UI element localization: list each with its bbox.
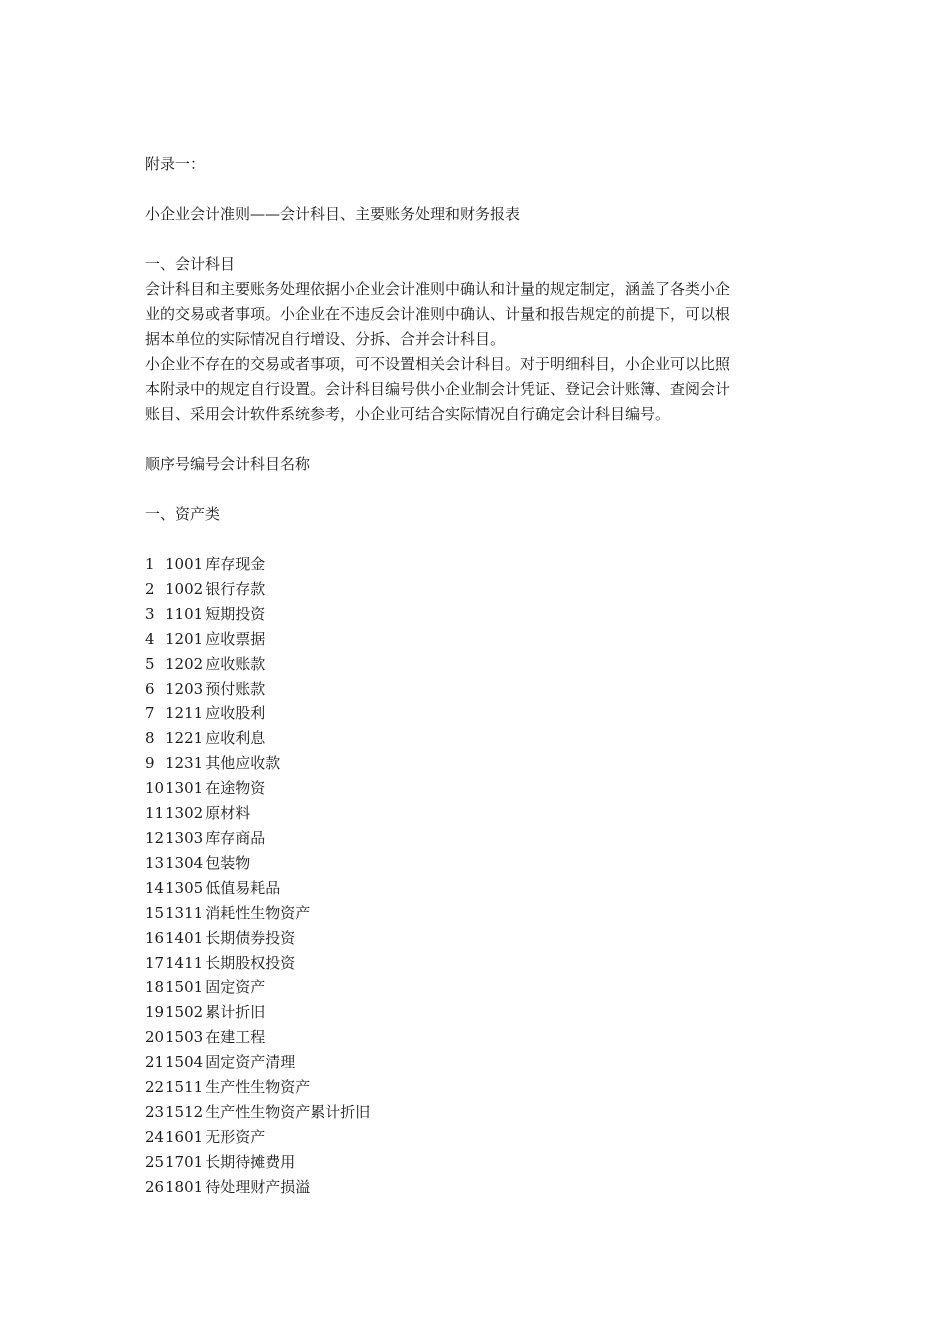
account-code: 1303 <box>165 828 204 847</box>
account-row <box>145 826 810 851</box>
account-code: 1231 <box>165 754 204 773</box>
account-name: 无形资产 <box>205 1127 266 1146</box>
spacer <box>145 227 810 252</box>
account-name: 长期股权投资 <box>205 953 296 972</box>
account-code: 1504 <box>165 1053 204 1072</box>
account-row <box>145 602 810 627</box>
account-code: 1101 <box>165 604 204 623</box>
account-code: 1701 <box>165 1152 204 1171</box>
account-name: 原材料 <box>205 804 251 823</box>
account-name: 低值易耗品 <box>205 878 281 897</box>
account-name: 在途物资 <box>205 779 266 798</box>
account-row <box>145 776 810 801</box>
account-seq-number: 22 <box>145 1078 165 1097</box>
account-seq-number: 15 <box>145 903 165 922</box>
account-code: 1002 <box>165 579 204 598</box>
account-name: 在建工程 <box>205 1028 266 1047</box>
account-code: 1305 <box>165 878 204 897</box>
account-list <box>145 552 810 1200</box>
account-name: 其他应收款 <box>205 754 281 773</box>
account-seq-number: 23 <box>145 1102 165 1121</box>
account-row <box>145 951 810 976</box>
account-row <box>145 1050 810 1075</box>
account-seq-number: 6 <box>145 679 155 698</box>
category-title: 一、资产类 <box>145 505 221 523</box>
account-row <box>145 751 810 776</box>
account-seq-number: 2 <box>145 579 155 598</box>
account-name: 应收账款 <box>205 654 266 673</box>
paragraph-line: 会计科目和主要账务处理依据小企业会计准则中确认和计量的规定制定，涵盖了各类小企 <box>145 280 731 298</box>
account-row <box>145 1175 810 1200</box>
account-row <box>145 926 810 951</box>
account-seq-number: 21 <box>145 1053 165 1072</box>
account-seq-number: 3 <box>145 604 155 623</box>
account-code: 1601 <box>165 1127 204 1146</box>
account-row <box>145 552 810 577</box>
account-name: 库存现金 <box>205 555 266 573</box>
spacer <box>145 177 810 202</box>
account-seq-number: 24 <box>145 1127 165 1146</box>
account-name: 生产性生物资产 <box>205 1078 311 1097</box>
account-row <box>145 1150 810 1175</box>
account-seq-number: 25 <box>145 1152 165 1171</box>
account-seq-number: 5 <box>145 654 155 673</box>
account-code: 1501 <box>165 978 204 997</box>
account-code: 1304 <box>165 853 204 872</box>
account-code: 1221 <box>165 729 204 748</box>
account-code: 1411 <box>165 953 204 972</box>
account-code: 1201 <box>165 629 204 648</box>
account-name: 应收股利 <box>205 704 266 723</box>
spacer <box>145 477 810 502</box>
table-header: 顺序号编号会计科目名称 <box>145 455 311 473</box>
account-seq-number: 19 <box>145 1003 165 1022</box>
account-code: 1801 <box>165 1177 204 1196</box>
account-row <box>145 1100 810 1125</box>
account-code: 1202 <box>165 654 204 673</box>
account-row <box>145 1025 810 1050</box>
account-name: 长期待摊费用 <box>205 1152 296 1171</box>
account-code: 1302 <box>165 804 204 823</box>
paragraph-numbering <box>145 352 810 427</box>
account-code: 1503 <box>165 1028 204 1047</box>
account-row <box>145 726 810 751</box>
account-code: 1301 <box>165 779 204 798</box>
account-seq-number: 12 <box>145 828 165 847</box>
account-name: 固定资产 <box>205 978 266 997</box>
account-row <box>145 876 810 901</box>
account-name: 消耗性生物资产 <box>205 903 311 922</box>
account-seq-number: 18 <box>145 978 165 997</box>
account-seq-number: 8 <box>145 729 155 748</box>
account-row <box>145 701 810 726</box>
account-name: 应收利息 <box>205 729 266 748</box>
account-seq-number: 13 <box>145 853 165 872</box>
account-name: 包装物 <box>205 853 251 872</box>
account-code: 1512 <box>165 1102 204 1121</box>
account-seq-number: 14 <box>145 878 165 897</box>
account-row <box>145 577 810 602</box>
account-seq-number: 11 <box>145 804 165 823</box>
account-code: 1211 <box>165 704 204 723</box>
account-name: 固定资产清理 <box>205 1053 296 1072</box>
account-row <box>145 801 810 826</box>
account-name: 待处理财产损溢 <box>205 1177 311 1196</box>
spacer <box>145 427 810 452</box>
account-name: 累计折旧 <box>205 1003 266 1022</box>
paragraph-intro <box>145 277 810 352</box>
account-name: 生产性生物资产累计折旧 <box>205 1102 371 1121</box>
paragraph-line: 业的交易或者事项。小企业在不违反会计准则中确认、计量和报告规定的前提下，可以根 <box>145 305 731 323</box>
paragraph-line: 账目、采用会计软件系统参考，小企业可结合实际情况自行确定会计科目编号。 <box>145 405 671 423</box>
account-row <box>145 975 810 1000</box>
account-name: 银行存款 <box>205 579 266 598</box>
account-seq-number: 9 <box>145 754 155 773</box>
account-name: 应收票据 <box>205 629 266 648</box>
account-name: 长期债券投资 <box>205 928 296 947</box>
account-row <box>145 1000 810 1025</box>
account-code: 1311 <box>165 903 204 922</box>
account-row <box>145 677 810 702</box>
account-row <box>145 1125 810 1150</box>
account-seq-number: 1 <box>145 555 155 573</box>
account-name: 短期投资 <box>205 604 266 623</box>
account-code: 1511 <box>165 1078 204 1097</box>
document-body <box>145 152 810 1200</box>
account-seq-number: 10 <box>145 779 165 798</box>
account-code: 1001 <box>165 555 204 573</box>
spacer <box>145 527 810 552</box>
account-code: 1401 <box>165 928 204 947</box>
account-row <box>145 652 810 677</box>
account-code: 1203 <box>165 679 204 698</box>
account-seq-number: 26 <box>145 1177 165 1196</box>
paragraph-line: 本附录中的规定自行设置。会计科目编号供小企业制会计凭证、登记会计账簿、查阅会计 <box>145 380 731 398</box>
paragraph-line: 据本单位的实际情况自行增设、分拆、合并会计科目。 <box>145 330 506 348</box>
account-seq-number: 7 <box>145 704 155 723</box>
section-title: 一、会计科目 <box>145 255 236 273</box>
account-code: 1502 <box>165 1003 204 1022</box>
appendix-title: 附录一： <box>145 155 206 173</box>
account-name: 预付账款 <box>205 679 266 698</box>
paragraph-line: 小企业不存在的交易或者事项，可不设置相关会计科目。对于明细科目，小企业可以比照 <box>145 355 731 373</box>
main-title: 小企业会计准则——会计科目、主要账务处理和财务报表 <box>145 205 521 223</box>
account-seq-number: 4 <box>145 629 155 648</box>
account-seq-number: 17 <box>145 953 165 972</box>
account-row <box>145 1075 810 1100</box>
account-seq-number: 20 <box>145 1028 165 1047</box>
account-name: 库存商品 <box>205 828 266 847</box>
account-row <box>145 851 810 876</box>
account-row <box>145 901 810 926</box>
account-seq-number: 16 <box>145 928 165 947</box>
account-row <box>145 627 810 652</box>
